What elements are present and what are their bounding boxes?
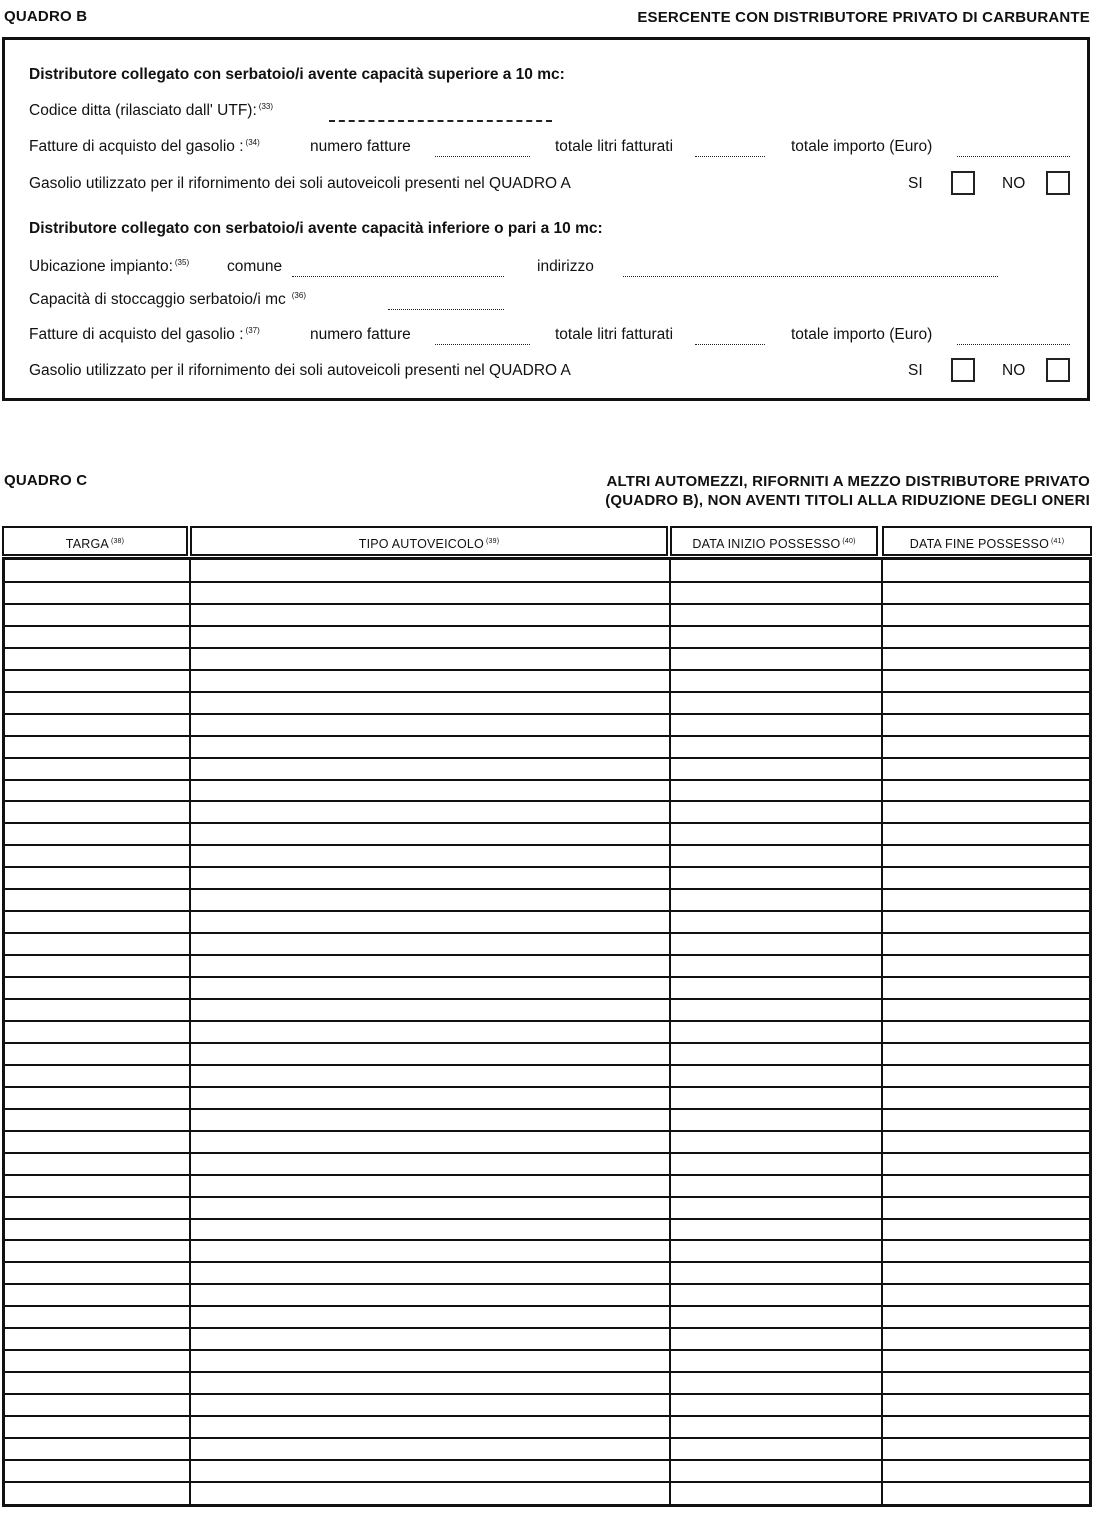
table-row-line: [5, 1349, 1089, 1351]
quadro-b-box: [2, 37, 1090, 401]
table-row-line: [5, 1327, 1089, 1329]
numero-fatture-field-2[interactable]: [435, 344, 530, 345]
table-row-line: [5, 1239, 1089, 1241]
no-checkbox-2[interactable]: [1046, 358, 1070, 382]
table-body: [2, 557, 1092, 1507]
col-header-targa: TARGA $^{(38)}$: [2, 526, 188, 556]
quadro-c-title-line1: ALTRI AUTOMEZZI, RIFORNITI A MEZZO DISTRIBUTORE PRIVATO: [606, 473, 1090, 490]
numero-fatture-label-1: numero fatture: [310, 138, 411, 155]
table-row-line: [5, 1218, 1089, 1220]
table-row-line: [5, 954, 1089, 956]
col-header-data-fine: DATA FINE POSSESSO $^{(41)}$: [882, 526, 1092, 556]
table-row-line: [5, 1437, 1089, 1439]
totale-importo-field-1[interactable]: [957, 156, 1070, 157]
table-row-line: [5, 1196, 1089, 1198]
capacita-field[interactable]: [388, 309, 504, 310]
table-row-line: [5, 1415, 1089, 1417]
table-row-line: [5, 757, 1089, 759]
table-row-line: [5, 1459, 1089, 1461]
table-row-line: [5, 910, 1089, 912]
table-row-line: [5, 625, 1089, 627]
capacita-label: Capacità di stoccaggio serbatoio/i mc $^{(36)}$: [29, 291, 306, 308]
numero-fatture-label-2: numero fatture: [310, 326, 411, 343]
totale-litri-label-1: totale litri fatturati: [555, 138, 674, 155]
si-label-2: SI: [908, 362, 923, 379]
table-row-line: [5, 1393, 1089, 1395]
table-row-line: [5, 581, 1089, 583]
table-row-line: [5, 888, 1089, 890]
table-row-line: [5, 1305, 1089, 1307]
comune-label: comune: [227, 258, 283, 275]
column-divider: [669, 560, 671, 1504]
table-row-line: [5, 1108, 1089, 1110]
table-row-line: [5, 1152, 1089, 1154]
table-row-line: [5, 800, 1089, 802]
table-row-line: [5, 998, 1089, 1000]
si-label-1: SI: [908, 175, 923, 192]
table-row-line: [5, 735, 1089, 737]
table-row-line: [5, 1020, 1089, 1022]
no-label-1: NO: [1002, 175, 1026, 192]
table-row-line: [5, 932, 1089, 934]
table-row-line: [5, 1371, 1089, 1373]
codice-ditta-label: Codice ditta (rilasciato dall' UTF): $^{(33)}$: [29, 102, 274, 119]
codice-ditta-field[interactable]: [329, 120, 552, 122]
no-checkbox-1[interactable]: [1046, 171, 1070, 195]
table-row-line: [5, 866, 1089, 868]
indirizzo-label: indirizzo: [537, 258, 594, 275]
table-row-line: [5, 1174, 1089, 1176]
indirizzo-field[interactable]: [623, 276, 998, 277]
table-row-line: [5, 976, 1089, 978]
column-divider: [881, 560, 883, 1504]
column-divider: [189, 560, 191, 1504]
table-row-line: [5, 691, 1089, 693]
table-row-line: [5, 1481, 1089, 1483]
table-row-line: [5, 1283, 1089, 1285]
table-row-line: [5, 822, 1089, 824]
totale-importo-field-2[interactable]: [957, 344, 1070, 345]
table-row-line: [5, 844, 1089, 846]
section2-heading: Distributore collegato con serbatoio/i avente capacità inferiore o pari a 10 mc:: [29, 220, 603, 237]
fatture-label-2: Fatture di acquisto del gasolio : $^{(37)}$: [29, 326, 260, 343]
quadro-b-label: QUADRO B: [4, 8, 88, 25]
gasolio-label-2: Gasolio utilizzato per il rifornimento dei soli autoveicoli presenti nel QUADRO A: [29, 362, 571, 379]
table-row-line: [5, 669, 1089, 671]
table-row-line: [5, 1064, 1089, 1066]
quadro-c-title-line2: (QUADRO B), NON AVENTI TITOLI ALLA RIDUZIONE DEGLI ONERI: [605, 492, 1090, 509]
no-label-2: NO: [1002, 362, 1026, 379]
numero-fatture-field-1[interactable]: [435, 156, 530, 157]
table-row-line: [5, 1086, 1089, 1088]
totale-importo-label-2: totale importo (Euro): [791, 326, 933, 343]
totale-importo-label-1: totale importo (Euro): [791, 138, 933, 155]
section1-heading: Distributore collegato con serbatoio/i avente capacità superiore a 10 mc:: [29, 66, 565, 83]
totale-litri-field-1[interactable]: [695, 156, 765, 157]
table-row-line: [5, 779, 1089, 781]
table-row-line: [5, 1261, 1089, 1263]
comune-field[interactable]: [292, 276, 504, 277]
table-row-line: [5, 603, 1089, 605]
totale-litri-label-2: totale litri fatturati: [555, 326, 674, 343]
table-row-line: [5, 647, 1089, 649]
ubicazione-label: Ubicazione impianto: $^{(35)}$: [29, 258, 190, 275]
table-header: [2, 526, 1092, 556]
si-checkbox-1[interactable]: [951, 171, 975, 195]
fatture-label-1: Fatture di acquisto del gasolio : $^{(34)}$: [29, 138, 260, 155]
quadro-c-label: QUADRO C: [4, 472, 88, 489]
totale-litri-field-2[interactable]: [695, 344, 765, 345]
quadro-c-title: [605, 472, 1090, 510]
gasolio-label-1: Gasolio utilizzato per il rifornimento dei soli autoveicoli presenti nel QUADRO A: [29, 175, 571, 192]
table-row-line: [5, 713, 1089, 715]
table-row-line: [5, 1042, 1089, 1044]
col-header-tipo-autoveicolo: TIPO AUTOVEICOLO $^{(39)}$: [190, 526, 668, 556]
table-row-line: [5, 1130, 1089, 1132]
quadro-b-title: ESERCENTE CON DISTRIBUTORE PRIVATO DI CARBURANTE: [637, 9, 1090, 26]
col-header-data-inizio: DATA INIZIO POSSESSO $^{(40)}$: [670, 526, 878, 556]
si-checkbox-2[interactable]: [951, 358, 975, 382]
